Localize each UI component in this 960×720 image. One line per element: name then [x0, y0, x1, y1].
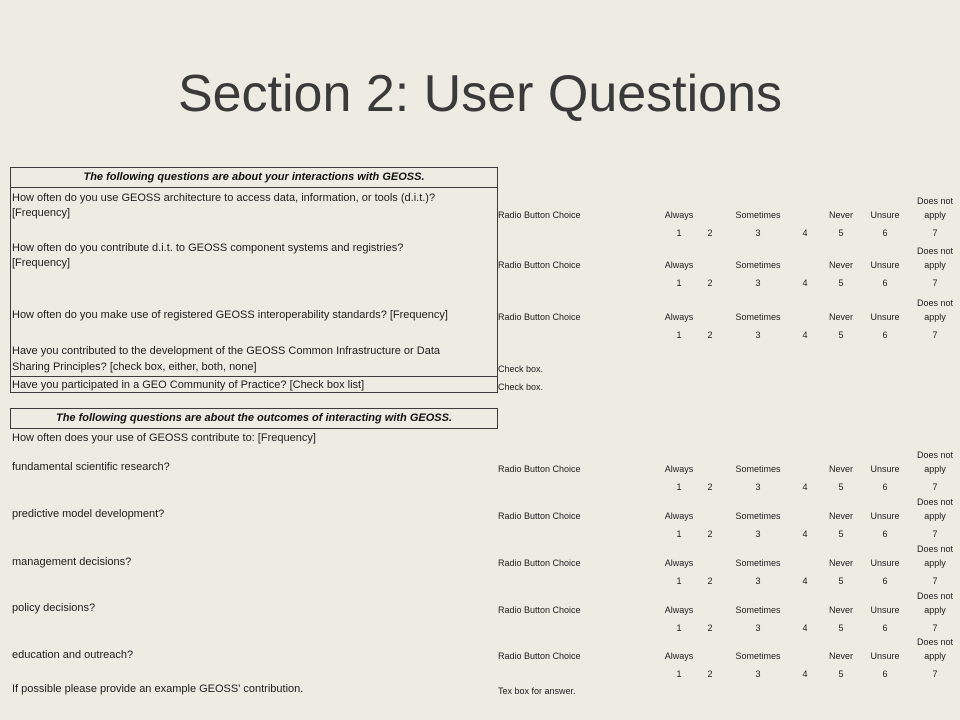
scale-number-5: 5: [838, 576, 844, 586]
scale-number-7: 7: [932, 669, 938, 679]
answer-type: Radio Button Choice: [498, 511, 581, 521]
scale-number-3: 3: [755, 529, 761, 539]
scale-number-4: 4: [802, 330, 808, 340]
scale-label-sometimes: Sometimes: [735, 558, 781, 568]
scale-number-5: 5: [838, 669, 844, 679]
question-text-line: Sharing Principles? [check box, either, both, none]: [12, 361, 257, 373]
scale-number-6: 6: [882, 529, 888, 539]
scale-label-unsure: Unsure: [870, 511, 900, 521]
slide-title: Section 2: User Questions: [177, 65, 783, 123]
scale-number-3: 3: [755, 623, 761, 633]
scale-label-does-not-apply: Does not apply: [916, 298, 954, 322]
scale-label-always: Always: [664, 260, 694, 270]
question-4: [12, 343, 440, 375]
scale-number-3: 3: [755, 330, 761, 340]
scale-label-does-not-apply: Does not apply: [916, 591, 954, 615]
scale-label-sometimes: Sometimes: [735, 651, 781, 661]
frequency-scale-row: [0, 194, 960, 242]
scale-number-2: 2: [707, 278, 713, 288]
scale-label-unsure: Unsure: [870, 312, 900, 322]
scale-label-never: Never: [828, 651, 853, 661]
question-text-line: [Frequency]: [12, 207, 71, 219]
scale-number-1: 1: [676, 669, 682, 679]
scale-number-5: 5: [838, 278, 844, 288]
scale-label-does-not-apply: Does not apply: [916, 450, 954, 474]
scale-number-2: 2: [707, 669, 713, 679]
scale-number-3: 3: [755, 482, 761, 492]
scale-number-2: 2: [707, 576, 713, 586]
frequency-scale-row: [0, 542, 960, 590]
section1-header: The following questions are about your interactions with GEOSS.: [10, 167, 498, 188]
scale-number-1: 1: [676, 576, 682, 586]
question-text-line: How often do you use GEOSS architecture to access data, information, or tools (d.i.t.)?: [12, 192, 436, 204]
scale-label-does-not-apply: Does not apply: [916, 544, 954, 568]
frequency-scale-row: [0, 448, 960, 496]
answer-type: Radio Button Choice: [498, 210, 581, 220]
scale-number-4: 4: [802, 623, 808, 633]
scale-label-unsure: Unsure: [870, 210, 900, 220]
scale-label-sometimes: Sometimes: [735, 605, 781, 615]
scale-number-6: 6: [882, 330, 888, 340]
scale-number-3: 3: [755, 278, 761, 288]
scale-number-2: 2: [707, 529, 713, 539]
scale-label-always: Always: [664, 511, 694, 521]
answer-type: Radio Button Choice: [498, 260, 581, 270]
scale-number-6: 6: [882, 576, 888, 586]
frequency-scale-row: [0, 495, 960, 543]
scale-label-sometimes: Sometimes: [735, 210, 781, 220]
question-text-line: [Frequency]: [12, 257, 71, 269]
scale-label-unsure: Unsure: [870, 605, 900, 615]
scale-number-6: 6: [882, 228, 888, 238]
scale-number-1: 1: [676, 278, 682, 288]
scale-label-always: Always: [664, 558, 694, 568]
scale-number-5: 5: [838, 330, 844, 340]
scale-label-unsure: Unsure: [870, 260, 900, 270]
scale-label-unsure: Unsure: [870, 651, 900, 661]
scale-number-7: 7: [932, 482, 938, 492]
scale-number-4: 4: [802, 482, 808, 492]
scale-number-7: 7: [932, 623, 938, 633]
answer-type: Check box.: [498, 382, 544, 392]
scale-label-does-not-apply: Does not apply: [916, 246, 954, 270]
scale-number-5: 5: [838, 529, 844, 539]
scale-number-1: 1: [676, 330, 682, 340]
scale-number-4: 4: [802, 228, 808, 238]
scale-number-6: 6: [882, 278, 888, 288]
scale-number-7: 7: [932, 576, 938, 586]
scale-label-never: Never: [828, 511, 853, 521]
frequency-scale-row: [0, 244, 960, 292]
scale-label-never: Never: [828, 558, 853, 568]
scale-label-never: Never: [828, 605, 853, 615]
outcome-item-3: management decisions?: [12, 556, 132, 568]
answer-type: Radio Button Choice: [498, 605, 581, 615]
answer-type: Radio Button Choice: [498, 651, 581, 661]
scale-label-does-not-apply: Does not apply: [916, 497, 954, 521]
scale-number-3: 3: [755, 576, 761, 586]
scale-label-never: Never: [828, 210, 853, 220]
scale-label-unsure: Unsure: [870, 558, 900, 568]
scale-number-1: 1: [676, 228, 682, 238]
scale-label-always: Always: [664, 651, 694, 661]
scale-number-4: 4: [802, 576, 808, 586]
question-5: [12, 378, 364, 393]
scale-label-sometimes: Sometimes: [735, 464, 781, 474]
scale-number-3: 3: [755, 228, 761, 238]
outcome-item-4: policy decisions?: [12, 602, 96, 614]
answer-type: Tex box for answer.: [498, 686, 576, 696]
question-text-line: Have you contributed to the development of the GEOSS Common Infrastructure or Data: [12, 345, 440, 357]
scale-number-3: 3: [755, 669, 761, 679]
frequency-scale-row: [0, 589, 960, 637]
question-text-line: Have you participated in a GEO Community of Practice? [Check box list]: [12, 379, 365, 391]
scale-number-7: 7: [932, 529, 938, 539]
scale-number-4: 4: [802, 529, 808, 539]
scale-label-always: Always: [664, 605, 694, 615]
outcome-item-1: fundamental scientific research?: [12, 461, 170, 473]
scale-number-6: 6: [882, 669, 888, 679]
outcome-item-5: education and outreach?: [12, 649, 134, 661]
scale-number-2: 2: [707, 228, 713, 238]
scale-label-never: Never: [828, 260, 853, 270]
scale-label-does-not-apply: Does not apply: [916, 637, 954, 661]
answer-type: Radio Button Choice: [498, 464, 581, 474]
scale-label-never: Never: [828, 312, 853, 322]
scale-label-unsure: Unsure: [870, 464, 900, 474]
scale-number-4: 4: [802, 669, 808, 679]
question-text-line: How often do you contribute d.i.t. to GEOSS component systems and registries?: [12, 242, 404, 254]
answer-type: Radio Button Choice: [498, 312, 581, 322]
frequency-scale-row: [0, 296, 960, 344]
section2-intro: How often does your use of GEOSS contribute to: [Frequency]: [12, 432, 316, 444]
scale-number-7: 7: [932, 330, 938, 340]
scale-label-sometimes: Sometimes: [735, 260, 781, 270]
scale-number-5: 5: [838, 228, 844, 238]
scale-label-never: Never: [828, 464, 853, 474]
scale-number-2: 2: [707, 330, 713, 340]
scale-label-always: Always: [664, 210, 694, 220]
scale-number-1: 1: [676, 529, 682, 539]
scale-label-sometimes: Sometimes: [735, 511, 781, 521]
scale-label-does-not-apply: Does not apply: [916, 196, 954, 220]
scale-number-2: 2: [707, 623, 713, 633]
scale-number-6: 6: [882, 482, 888, 492]
frequency-scale-row: [0, 635, 960, 683]
scale-number-2: 2: [707, 482, 713, 492]
scale-label-always: Always: [664, 312, 694, 322]
scale-number-1: 1: [676, 482, 682, 492]
example-contribution-question: If possible please provide an example GEOSS' contribution.: [12, 683, 304, 695]
answer-type: Check box.: [498, 364, 544, 374]
row-divider: [10, 376, 498, 377]
scale-number-6: 6: [882, 623, 888, 633]
scale-number-5: 5: [838, 623, 844, 633]
scale-number-1: 1: [676, 623, 682, 633]
outcome-item-2: predictive model development?: [12, 508, 165, 520]
scale-number-7: 7: [932, 278, 938, 288]
answer-type: Radio Button Choice: [498, 558, 581, 568]
scale-number-7: 7: [932, 228, 938, 238]
scale-label-always: Always: [664, 464, 694, 474]
scale-number-4: 4: [802, 278, 808, 288]
section2-header: The following questions are about the outcomes of interacting with GEOSS.: [10, 408, 498, 429]
question-text-line: How often do you make use of registered GEOSS interoperability standards? [Frequency]: [12, 309, 448, 321]
scale-label-sometimes: Sometimes: [735, 312, 781, 322]
scale-number-5: 5: [838, 482, 844, 492]
